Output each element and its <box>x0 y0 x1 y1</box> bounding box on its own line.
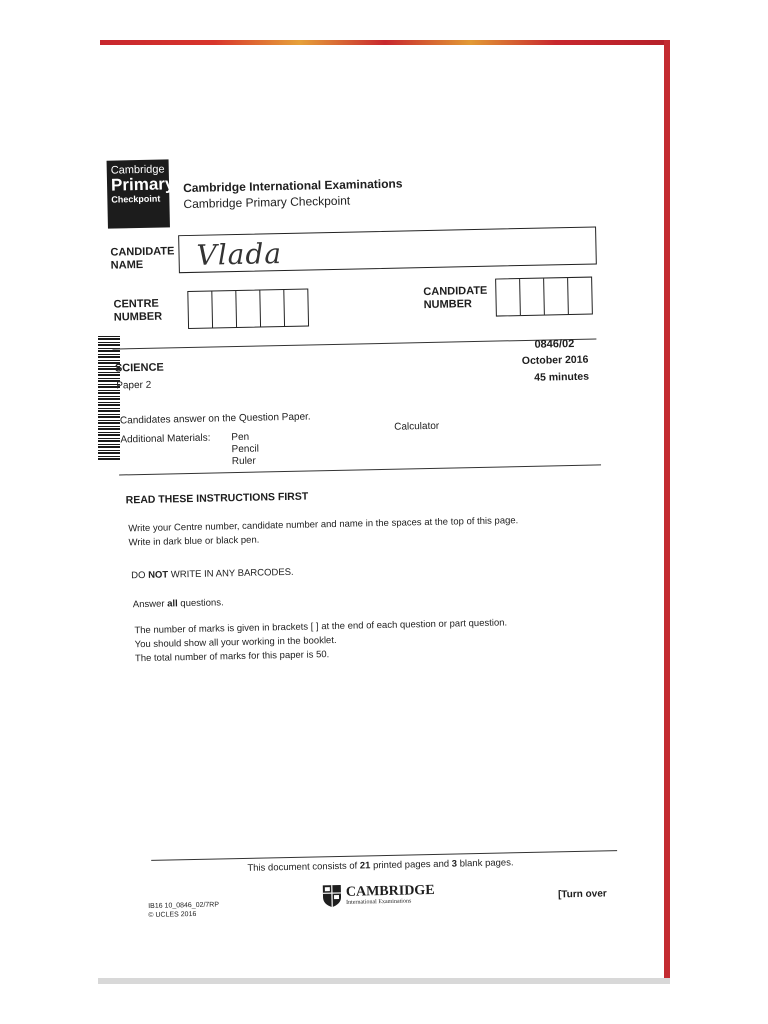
materials-label: Additional Materials: <box>120 432 211 446</box>
logo-line-1: Cambridge <box>110 163 165 177</box>
candidate-digit-box[interactable] <box>544 278 569 314</box>
candidate-name-label-line2: NAME <box>110 258 144 272</box>
material-calculator: Calculator <box>394 420 440 433</box>
candidate-name-handwritten: Vlada <box>196 237 283 272</box>
instructions-heading: READ THESE INSTRUCTIONS FIRST <box>125 490 309 507</box>
exam-duration: 45 minutes <box>534 370 590 384</box>
logo-line-2: Primary <box>110 174 175 195</box>
candidate-number-label-line1: CANDIDATE <box>423 284 488 299</box>
cambridge-logo <box>322 882 435 908</box>
candidate-number-label-line2: NUMBER <box>423 298 473 312</box>
page-count-printed: 21 <box>359 860 371 872</box>
cambridge-wordmark <box>346 883 435 906</box>
instruction-text: DO <box>131 569 149 582</box>
centre-digit-box[interactable] <box>212 291 237 327</box>
divider-top <box>112 338 596 349</box>
material-item: Pen <box>231 431 250 444</box>
centre-digit-box[interactable] <box>188 292 213 328</box>
page-count-text: printed pages and <box>370 858 452 872</box>
material-item: Pencil <box>231 443 259 456</box>
brand-subtitle: International Examinations <box>346 897 412 906</box>
centre-digit-box[interactable] <box>236 290 261 326</box>
candidate-name-label-line1: CANDIDATE <box>110 245 175 259</box>
cambridge-primary-checkpoint-logo <box>107 159 175 228</box>
logo-line-3: Checkpoint <box>111 193 161 205</box>
centre-number-boxes[interactable] <box>187 288 309 329</box>
candidate-number-boxes[interactable] <box>495 277 593 317</box>
material-item: Ruler <box>231 455 256 468</box>
exam-date: October 2016 <box>521 353 589 368</box>
page-count-text: This document consists of <box>247 860 360 874</box>
centre-digit-box[interactable] <box>260 290 285 326</box>
instructions-block-2 <box>134 616 508 666</box>
centre-digit-box[interactable] <box>284 290 308 326</box>
instruction-line: Write your Centre number, candidate number and name in the spaces at the top of this page. <box>128 515 519 535</box>
candidate-digit-box[interactable] <box>520 279 545 315</box>
page-count-note <box>247 857 513 874</box>
divider-middle <box>119 464 601 475</box>
instruction-line: The total number of marks for this paper is 50. <box>134 649 330 665</box>
instruction-text: WRITE IN ANY BARCODES. <box>168 566 294 581</box>
instructions-block-1 <box>128 514 519 550</box>
candidate-digit-box[interactable] <box>568 278 592 314</box>
instruction-text: questions. <box>177 597 224 610</box>
instruction-emphasis: all <box>167 598 178 610</box>
instruction-line: Write in dark blue or black pen. <box>128 534 260 549</box>
exam-board-subtitle: Cambridge Primary Checkpoint <box>183 193 351 212</box>
candidate-digit-box[interactable] <box>496 279 521 315</box>
instruction-emphasis: NOT <box>148 569 169 581</box>
subject: SCIENCE <box>114 361 164 375</box>
materials-list <box>231 432 259 469</box>
page-count-blank: 3 <box>451 858 458 870</box>
instruction-text: Answer <box>132 598 168 611</box>
copyright: © UCLES 2016 <box>148 910 197 919</box>
instruction-answer-all <box>133 596 224 612</box>
centre-number-label-line1: CENTRE <box>113 297 159 311</box>
candidate-name-label <box>110 245 174 272</box>
crest-icon <box>322 884 342 908</box>
turn-over-note: [Turn over <box>557 888 607 901</box>
brand-name: CAMBRIDGE <box>345 882 435 900</box>
document-reference <box>148 901 219 920</box>
instruction-line: The number of marks is given in brackets [ ] at the end of each question or part question. <box>134 617 508 637</box>
reference-code: IB16 10_0846_02/7RP <box>148 901 220 910</box>
instruction-line: You should show all your working in the booklet. <box>134 634 337 651</box>
exam-cover-page <box>90 39 673 988</box>
centre-number-label-line2: NUMBER <box>113 310 163 324</box>
instruction-barcodes <box>131 566 294 583</box>
candidate-number-label <box>423 285 487 312</box>
answer-note: Candidates answer on the Question Paper. <box>119 411 311 427</box>
paper-number: Paper 2 <box>116 379 152 392</box>
page-count-text: blank pages. <box>456 857 514 870</box>
centre-number-label <box>113 298 162 325</box>
paper-code: 0846/02 <box>534 337 575 351</box>
exam-board-title: Cambridge International Examinations <box>182 176 403 196</box>
